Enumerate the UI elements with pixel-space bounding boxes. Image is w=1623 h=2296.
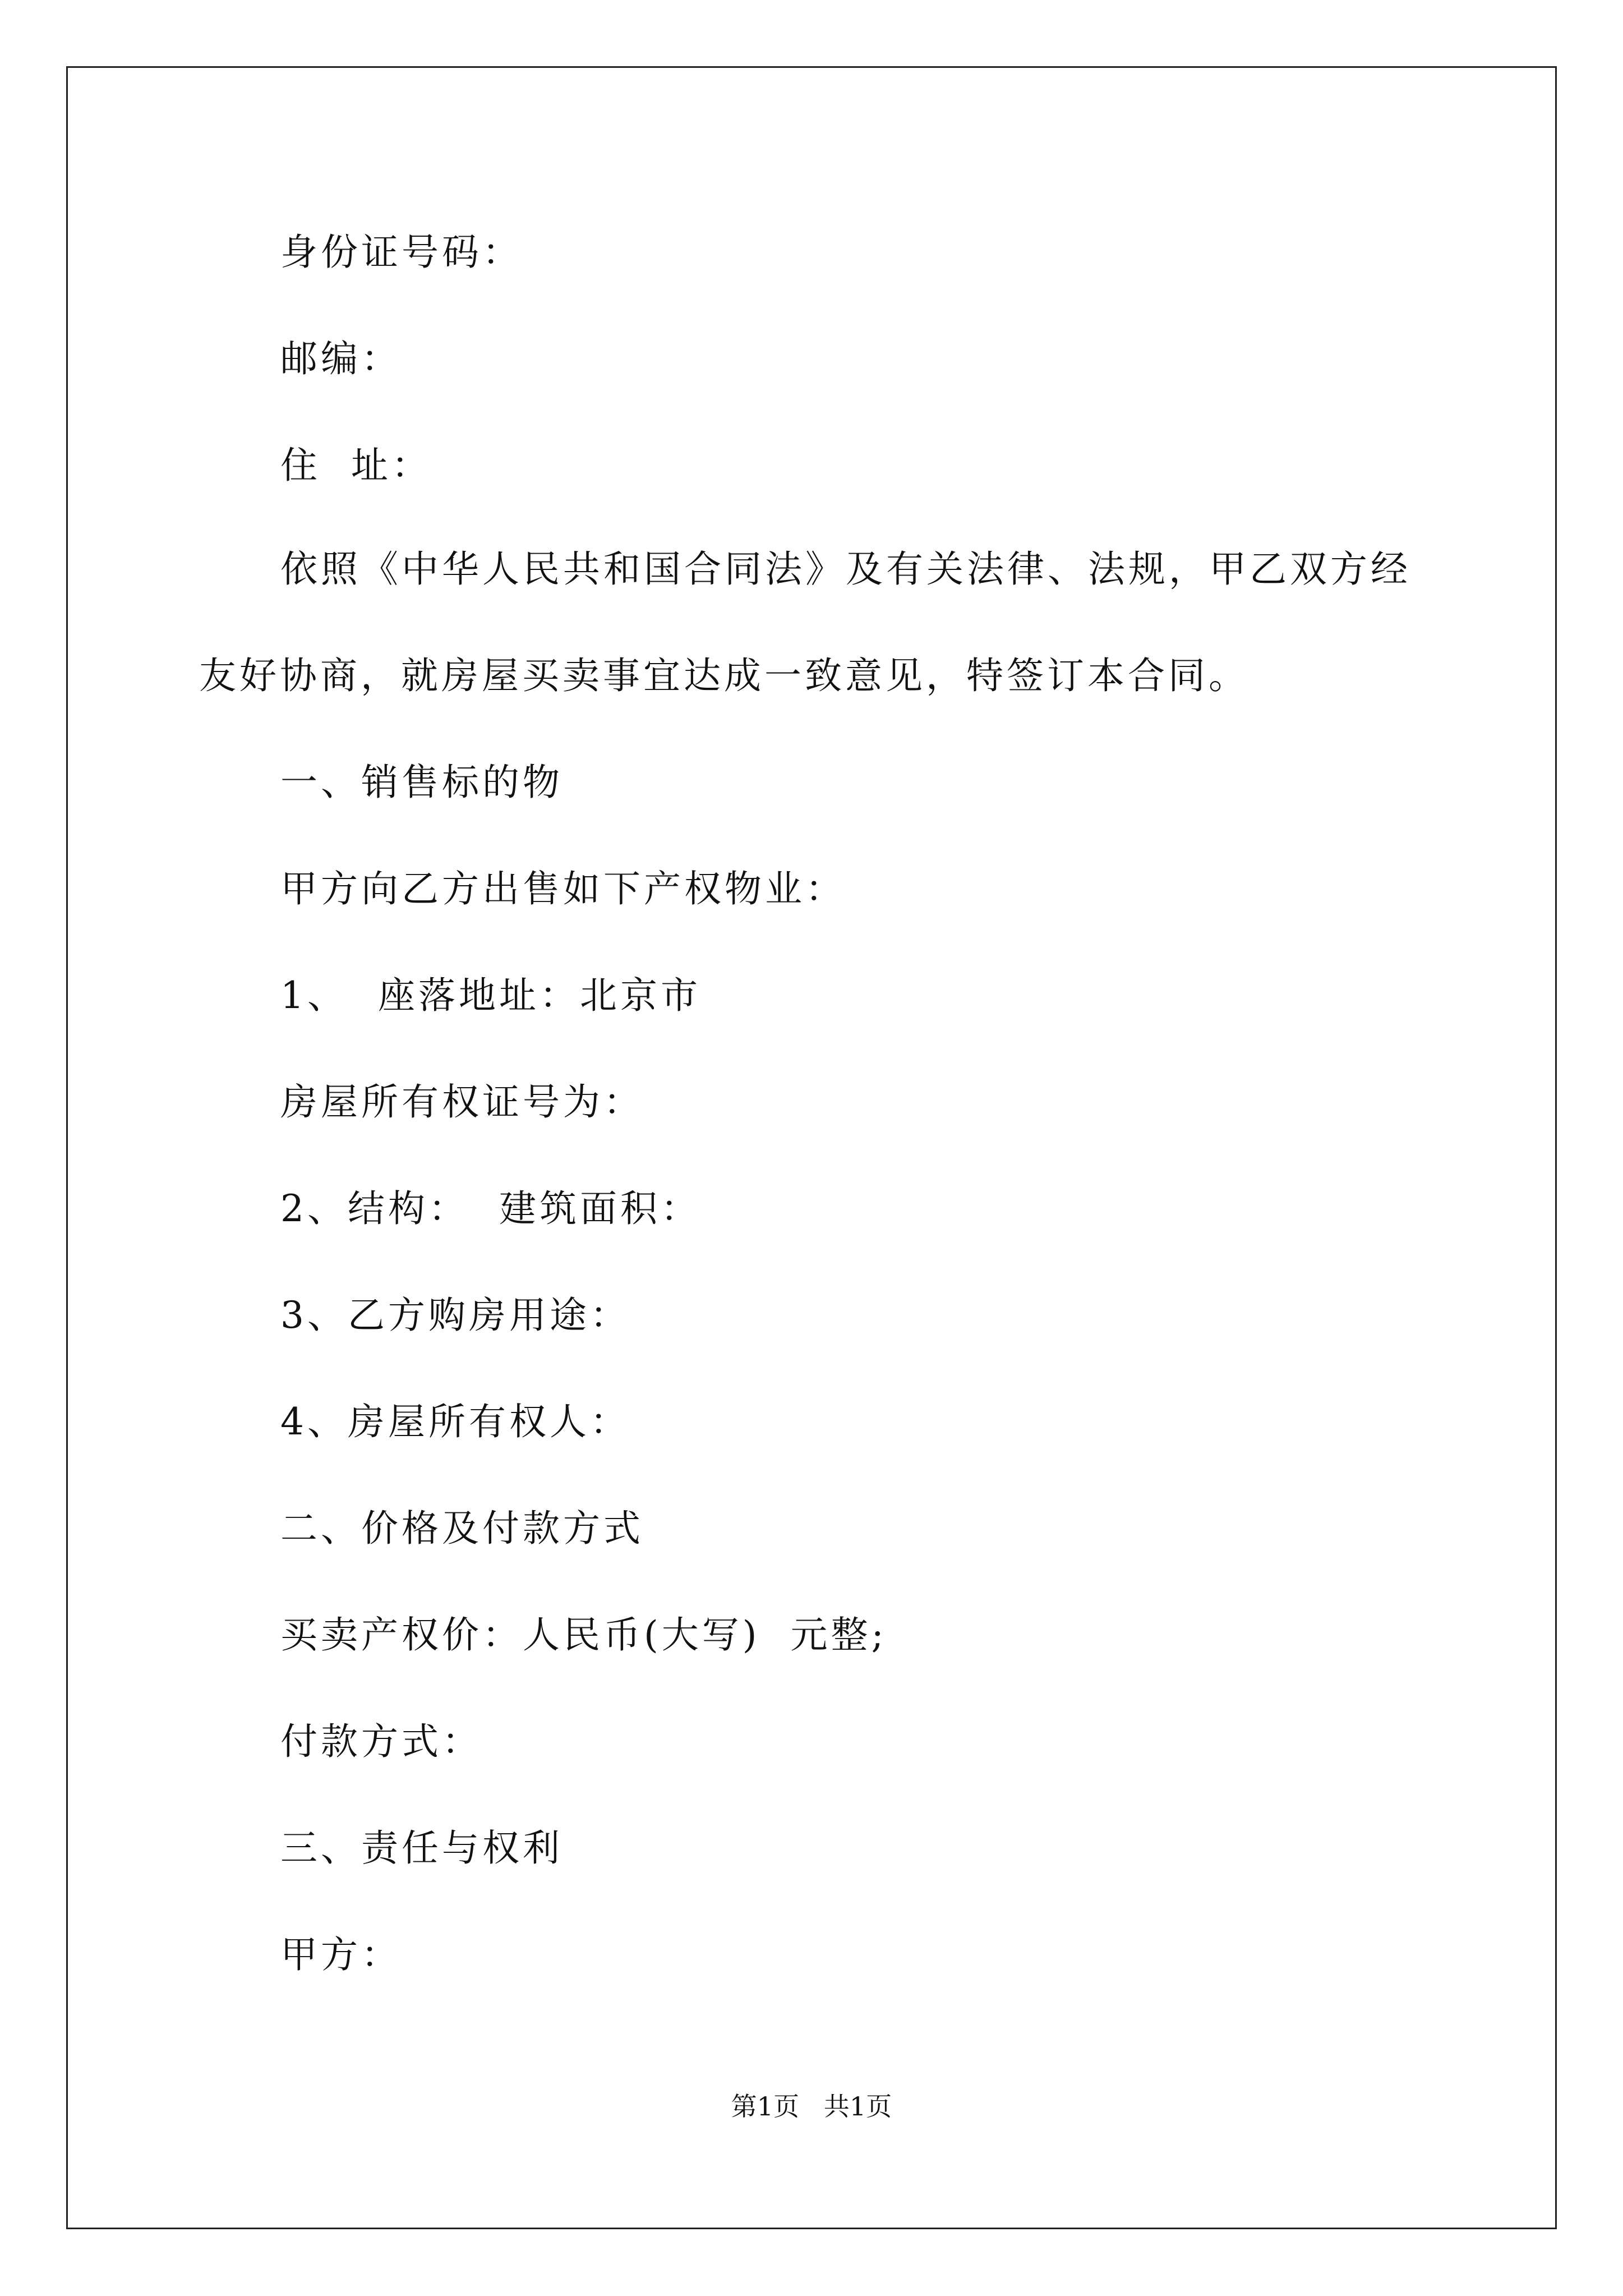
preamble-line-1: 依照《中华人民共和国合同法》及有关法律、法规，甲乙双方经 [280,547,1411,591]
section-3-heading: 三、责任与权利 [280,1826,563,1870]
section-2-heading: 二、价格及付款方式 [280,1507,644,1550]
price-line: 买卖产权价：人民币(大写) 元整; [280,1613,887,1657]
page-border [66,66,1557,2229]
item-3-purpose: 3、乙方购房用途： [280,1294,630,1337]
item-1-location: 1、 座落地址：北京市 [280,974,701,1017]
sale-intro-line: 甲方向乙方出售如下产权物业： [280,867,846,910]
section-1-heading: 一、销售标的物 [280,761,563,804]
payment-method-line: 付款方式： [280,1720,482,1763]
party-a-line: 甲方： [280,1933,402,1976]
address-line: 住 址： [280,444,432,487]
id-number-line: 身份证号码： [280,231,523,274]
page-footer: 第1页 共1页 [731,2091,892,2122]
postcode-line: 邮编： [280,337,402,380]
item-4-owner: 4、房屋所有权人： [280,1400,630,1443]
item-2-structure: 2、结构： 建筑面积： [280,1187,701,1230]
certificate-line: 房屋所有权证号为： [280,1080,644,1124]
preamble-line-2: 友好协商，就房屋买卖事宜达成一致意见，特签订本合同。 [199,654,1249,697]
